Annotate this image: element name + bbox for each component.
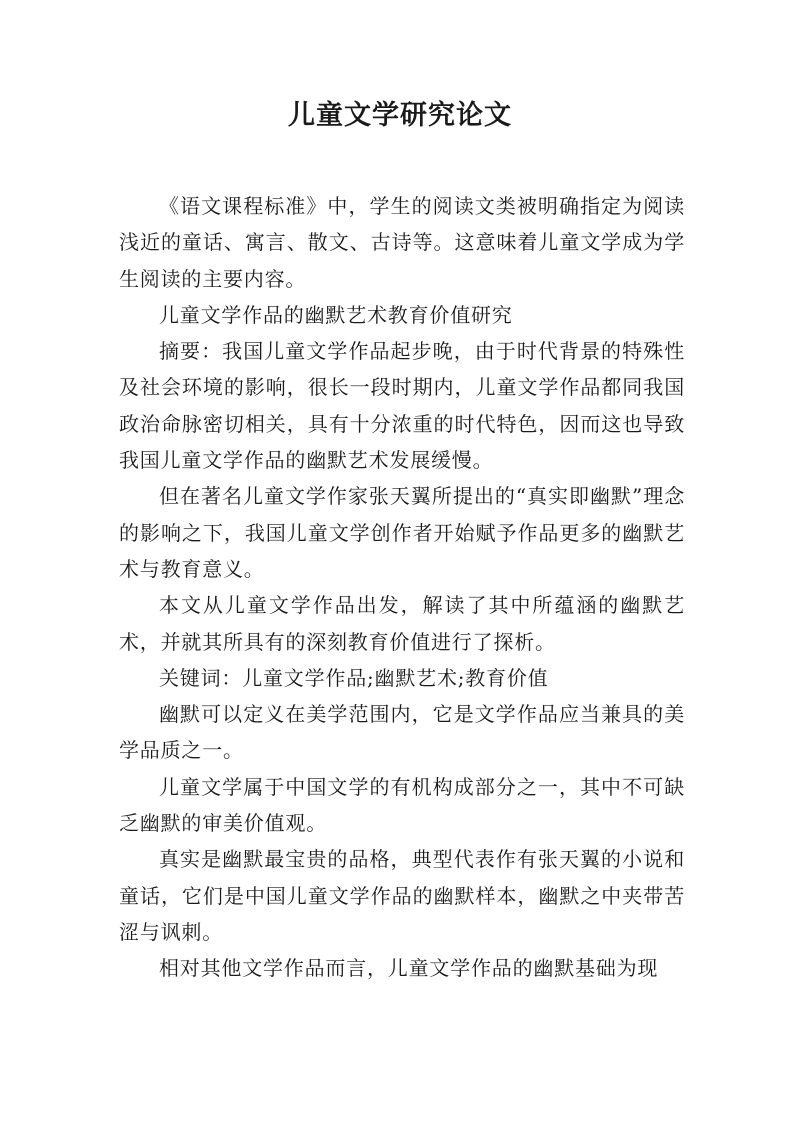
paragraph: 儿童文学作品的幽默艺术教育价值研究 — [159, 302, 513, 327]
paragraph: 关键词：儿童文学作品;幽默艺术;教育价值 — [159, 665, 549, 690]
paragraph: 但在著名儿童文学作家张天翼所提出的“真实即幽默”理念的影响之下，我国儿童文学创作者开始赋予作品更多的幽默艺术与教育意义。 — [119, 484, 685, 581]
paragraph: 《语文课程标准》中，学生的阅读文类被明确指定为阅读浅近的童话、寓言、散文、古诗等。这意味着儿童文学成为学生阅读的主要内容。 — [119, 194, 685, 291]
paragraph: 本文从儿童文学作品出发，解读了其中所蕴涵的幽默艺术，并就其所具有的深刻教育价值进行了探析。 — [119, 593, 685, 654]
document-body — [119, 188, 685, 987]
paragraph: 相对其他文学作品而言，儿童文学作品的幽默基础为现 — [159, 956, 659, 981]
document-title: 儿童文学研究论文 — [288, 100, 512, 131]
paragraph: 幽默可以定义在美学范围内，它是文学作品应当兼具的美学品质之一。 — [119, 702, 685, 763]
paragraph: 真实是幽默最宝贵的品格，典型代表作有张天翼的小说和童话，它们是中国儿童文学作品的幽默样本，幽默之中夹带苦涩与讽刺。 — [119, 847, 685, 944]
paragraph: 摘要：我国儿童文学作品起步晚，由于时代背景的特殊性及社会环境的影响，很长一段时期内，儿童文学作品都同我国政治命脉密切相关，具有十分浓重的时代特色，因而这也导致我国儿童文学作品的幽默艺术发展缓慢。 — [119, 339, 685, 473]
paragraph: 儿童文学属于中国文学的有机构成部分之一，其中不可缺乏幽默的审美价值观。 — [119, 774, 685, 836]
